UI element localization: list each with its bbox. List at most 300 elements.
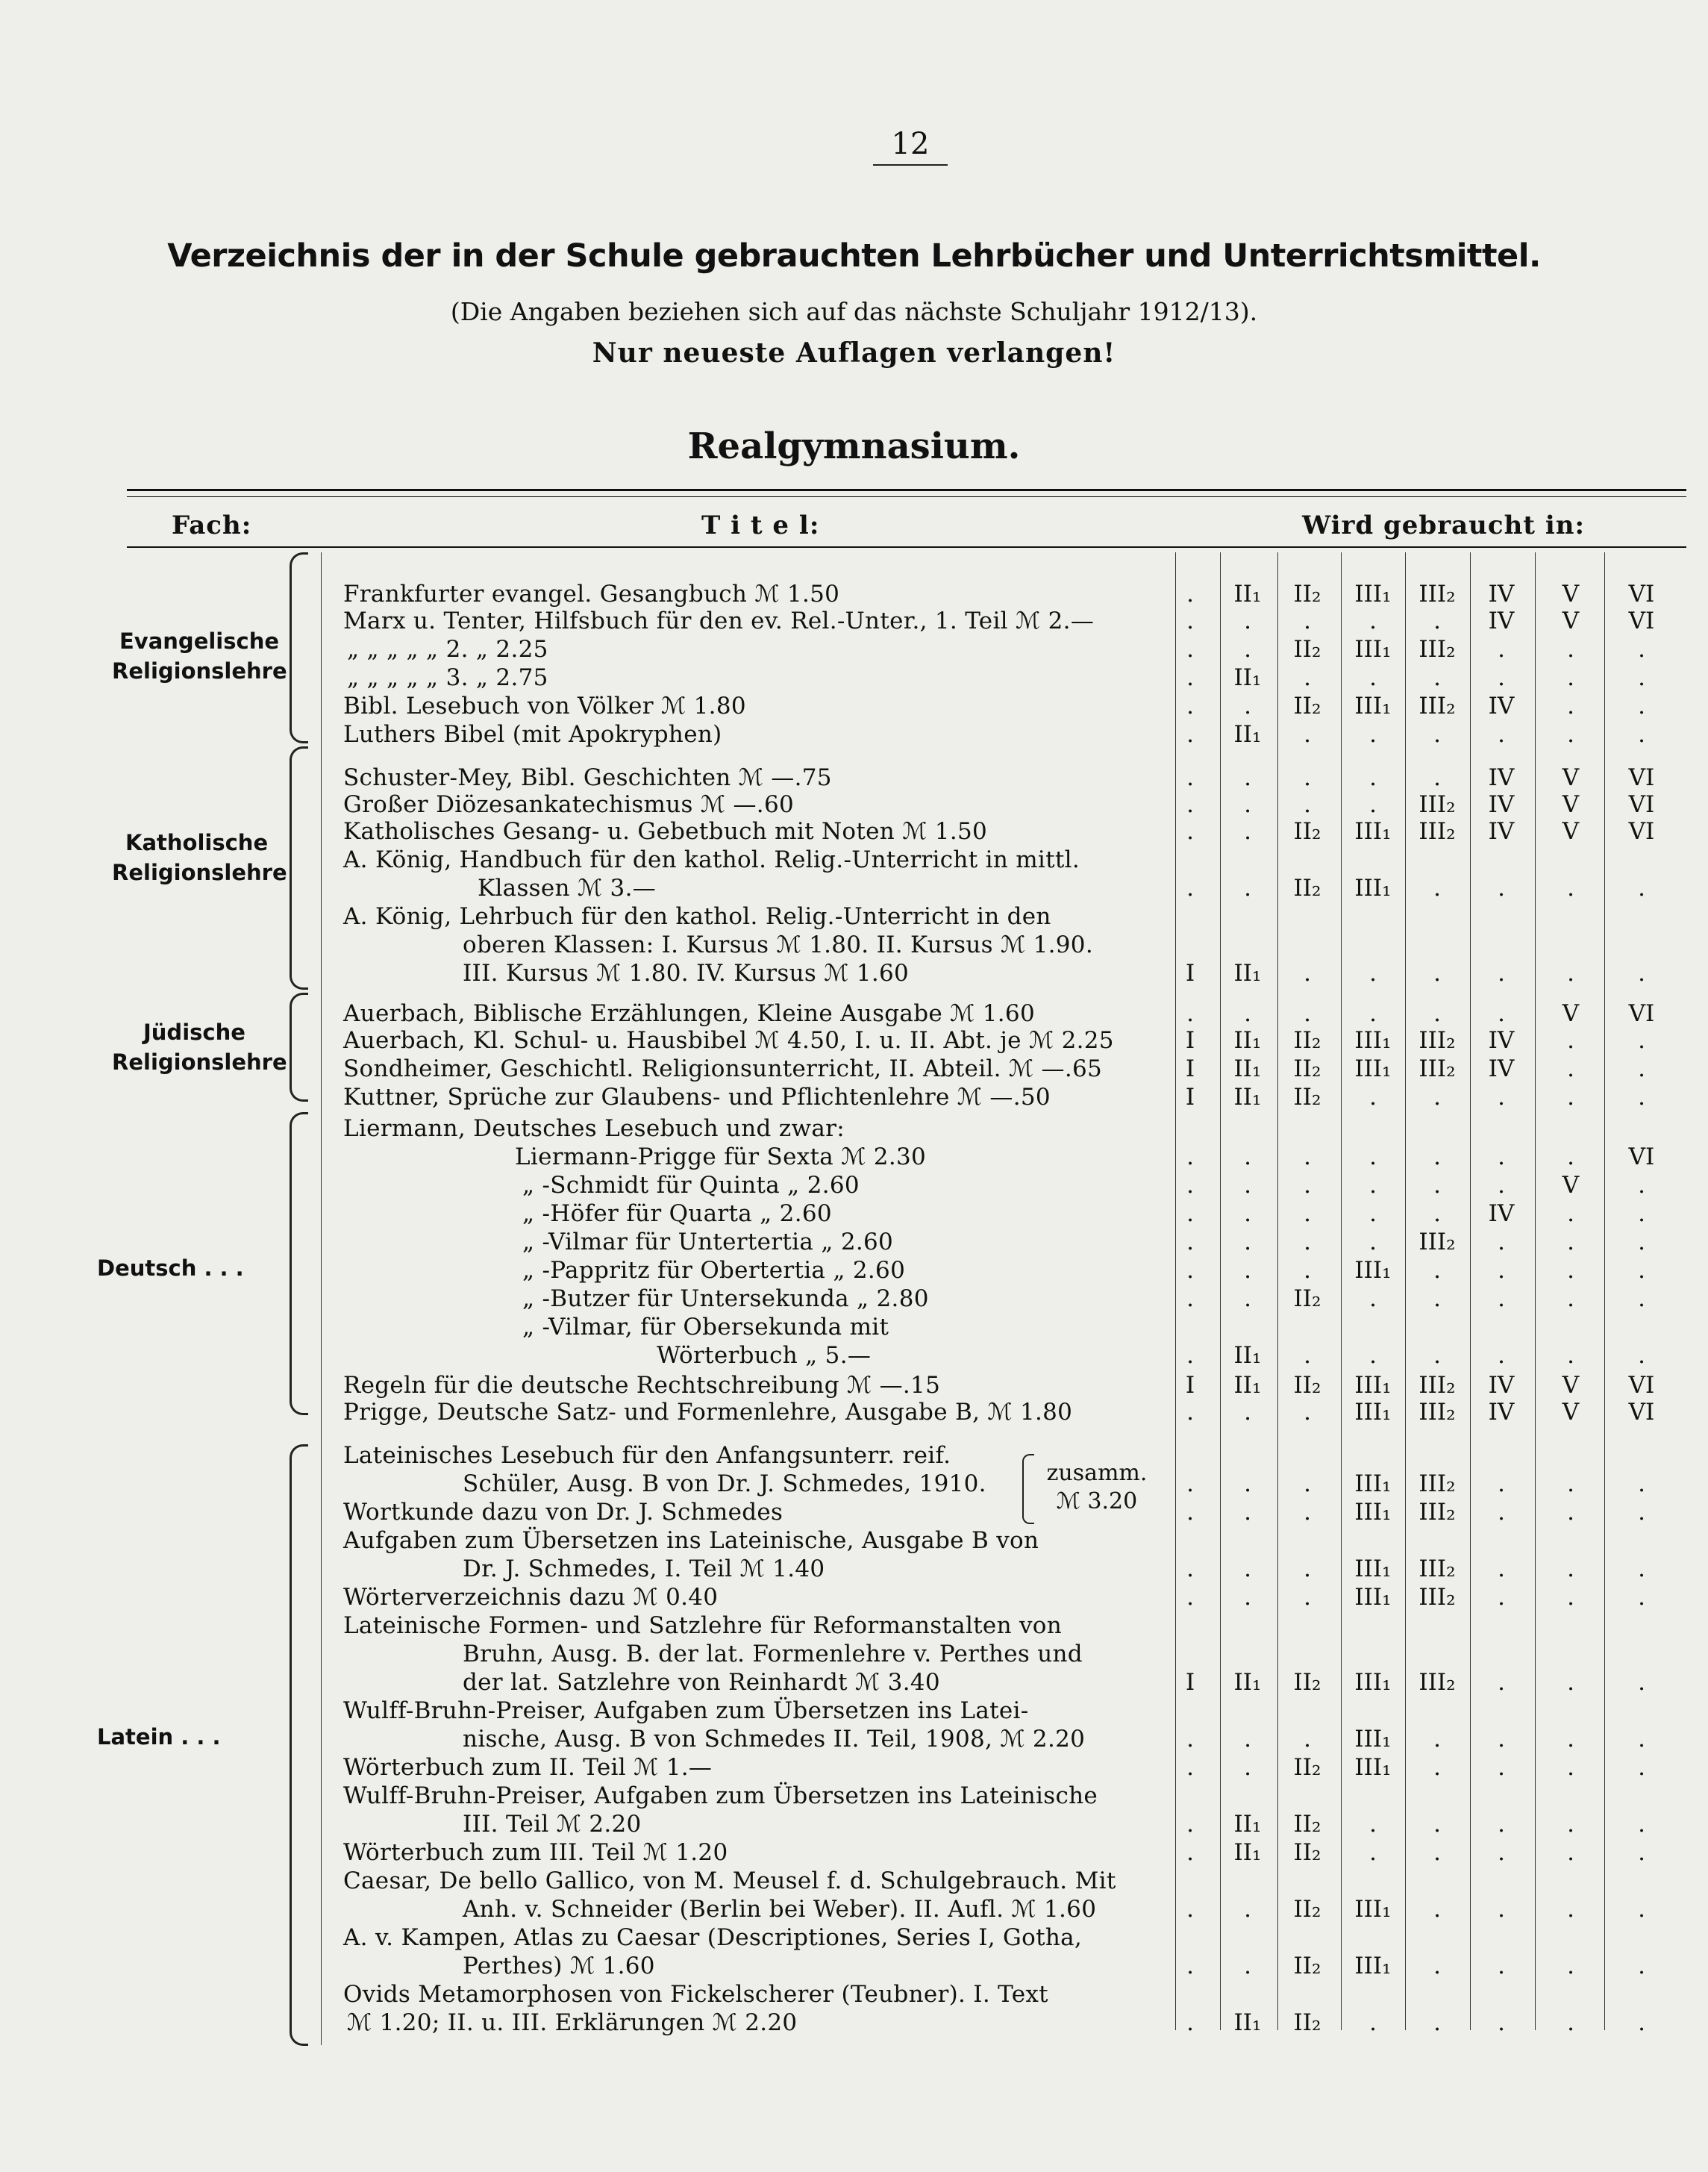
table-row bbox=[0, 2009, 1708, 2038]
empty-dot: . bbox=[1433, 1257, 1441, 1284]
book-title: „ -Vilmar für Untertertia „ 2.60 bbox=[522, 1229, 894, 1255]
empty-dot: . bbox=[1369, 664, 1377, 691]
book-title: Wörterbuch zum III. Teil ℳ 1.20 bbox=[343, 1839, 728, 1866]
table-row bbox=[0, 1027, 1708, 1055]
group-juedische-line1: Jüdische bbox=[143, 1020, 245, 1045]
class-cell: V bbox=[1562, 581, 1580, 608]
group-katholische-line2: Religionslehre bbox=[112, 860, 287, 885]
table-row bbox=[0, 1442, 1708, 1470]
empty-dot: . bbox=[1186, 1584, 1194, 1611]
class-cell: II₂ bbox=[1293, 1811, 1321, 1838]
class-cell: II₁ bbox=[1233, 721, 1262, 748]
class-cell: III₂ bbox=[1418, 693, 1456, 720]
empty-dot: . bbox=[1244, 1285, 1251, 1312]
table-row bbox=[0, 1726, 1708, 1754]
book-title: Perthes) ℳ 1.60 bbox=[463, 1953, 655, 1979]
class-cell: II₂ bbox=[1293, 1027, 1321, 1054]
class-cell: VI bbox=[1628, 608, 1655, 634]
class-cell: III₁ bbox=[1354, 1470, 1392, 1497]
empty-dot: . bbox=[1369, 1172, 1377, 1199]
table-row bbox=[0, 1924, 1708, 1953]
book-title: Klassen ℳ 3.— bbox=[478, 875, 657, 902]
empty-dot: . bbox=[1186, 1896, 1194, 1923]
class-cell: III₁ bbox=[1354, 1584, 1392, 1611]
empty-dot: . bbox=[1244, 1229, 1251, 1255]
empty-dot: . bbox=[1304, 960, 1311, 987]
class-cell: III₂ bbox=[1418, 1499, 1456, 1526]
table-row bbox=[0, 1143, 1708, 1172]
empty-dot: . bbox=[1498, 1555, 1505, 1582]
empty-dot: . bbox=[1638, 1342, 1645, 1369]
book-title: Dr. J. Schmedes, I. Teil ℳ 1.40 bbox=[463, 1555, 825, 1582]
empty-dot: . bbox=[1304, 1399, 1311, 1426]
table-row bbox=[0, 664, 1708, 693]
empty-dot: . bbox=[1369, 1342, 1377, 1369]
empty-dot: . bbox=[1186, 581, 1194, 608]
empty-dot: . bbox=[1304, 1229, 1311, 1255]
empty-dot: . bbox=[1244, 1143, 1251, 1170]
class-cell: II₂ bbox=[1293, 2009, 1321, 2036]
table-row bbox=[0, 608, 1708, 636]
empty-dot: . bbox=[1244, 1172, 1251, 1199]
class-cell: II₁ bbox=[1233, 960, 1262, 987]
class-cell: III₁ bbox=[1354, 581, 1392, 608]
table-row bbox=[0, 1470, 1708, 1499]
empty-dot: . bbox=[1369, 1229, 1377, 1255]
class-cell: III₁ bbox=[1354, 818, 1392, 845]
empty-dot: . bbox=[1567, 1555, 1574, 1582]
table-row bbox=[0, 1669, 1708, 1697]
class-cell: IV bbox=[1488, 608, 1515, 634]
empty-dot: . bbox=[1186, 1399, 1194, 1426]
class-cell: II₂ bbox=[1293, 1669, 1321, 1696]
class-cell: III₂ bbox=[1418, 1555, 1456, 1582]
class-cell: III₁ bbox=[1354, 875, 1392, 902]
book-title: A. König, Handbuch für den kathol. Relig.-Unterricht in mittl. bbox=[343, 846, 1080, 873]
empty-dot: . bbox=[1567, 1200, 1574, 1227]
empty-dot: . bbox=[1244, 818, 1251, 845]
class-cell: III₁ bbox=[1354, 636, 1392, 663]
empty-dot: . bbox=[1186, 1726, 1194, 1753]
empty-dot: . bbox=[1567, 693, 1574, 720]
empty-dot: . bbox=[1186, 1754, 1194, 1781]
empty-dot: . bbox=[1304, 1257, 1311, 1284]
table-row bbox=[0, 764, 1708, 793]
empty-dot: . bbox=[1433, 2009, 1441, 2036]
empty-dot: . bbox=[1567, 1027, 1574, 1054]
empty-dot: . bbox=[1369, 764, 1377, 791]
empty-dot: . bbox=[1567, 1499, 1574, 1526]
empty-dot: . bbox=[1186, 1470, 1194, 1497]
class-cell: II₂ bbox=[1293, 1896, 1321, 1923]
book-title: Liermann-Prigge für Sexta ℳ 2.30 bbox=[515, 1143, 927, 1170]
class-cell: III₂ bbox=[1418, 1669, 1456, 1696]
book-title: ℳ 1.20; II. u. III. Erklärungen ℳ 2.20 bbox=[347, 2009, 798, 2036]
empty-dot: . bbox=[1186, 1143, 1194, 1170]
empty-dot: . bbox=[1186, 693, 1194, 720]
table-top-rule bbox=[127, 489, 1686, 491]
table-row bbox=[0, 1981, 1708, 2009]
empty-dot: . bbox=[1369, 1084, 1377, 1111]
class-cell: V bbox=[1562, 608, 1580, 634]
empty-dot: . bbox=[1638, 1229, 1645, 1255]
class-cell: III₂ bbox=[1418, 581, 1456, 608]
empty-dot: . bbox=[1369, 791, 1377, 818]
class-cell: II₂ bbox=[1293, 875, 1321, 902]
empty-dot: . bbox=[1638, 1055, 1645, 1082]
class-cell: III₁ bbox=[1354, 693, 1392, 720]
empty-dot: . bbox=[1244, 1399, 1251, 1426]
class-cell: III₁ bbox=[1354, 1257, 1392, 1284]
book-title: Regeln für die deutsche Rechtschreibung ℳ —.15 bbox=[343, 1372, 941, 1399]
empty-dot: . bbox=[1433, 1285, 1441, 1312]
table-row bbox=[0, 1584, 1708, 1612]
empty-dot: . bbox=[1433, 1172, 1441, 1199]
class-cell: II₁ bbox=[1233, 1839, 1262, 1866]
empty-dot: . bbox=[1186, 1172, 1194, 1199]
empty-dot: . bbox=[1567, 1896, 1574, 1923]
document-title: Verzeichnis der in der Schule gebrauchten Lehrbücher und Unterrichtsmittel. bbox=[167, 237, 1541, 275]
empty-dot: . bbox=[1567, 1953, 1574, 1979]
table-row bbox=[0, 1257, 1708, 1285]
class-cell: IV bbox=[1488, 693, 1515, 720]
table-row bbox=[0, 693, 1708, 721]
class-cell: II₁ bbox=[1233, 1669, 1262, 1696]
empty-dot: . bbox=[1498, 1000, 1505, 1027]
table-row bbox=[0, 960, 1708, 988]
class-cell: VI bbox=[1628, 818, 1655, 845]
empty-dot: . bbox=[1567, 1285, 1574, 1312]
empty-dot: . bbox=[1638, 1470, 1645, 1497]
empty-dot: . bbox=[1244, 1896, 1251, 1923]
empty-dot: . bbox=[1498, 1839, 1505, 1866]
book-title: Wörterbuch zum II. Teil ℳ 1.— bbox=[343, 1754, 713, 1781]
header-bottom-rule bbox=[127, 546, 1686, 548]
empty-dot: . bbox=[1498, 1584, 1505, 1611]
class-cell: IV bbox=[1488, 791, 1515, 818]
empty-dot: . bbox=[1498, 1669, 1505, 1696]
class-cell: III₂ bbox=[1418, 791, 1456, 818]
table-row bbox=[0, 1399, 1708, 1427]
class-cell: V bbox=[1562, 1000, 1580, 1027]
book-title: Lateinische Formen- und Satzlehre für Reformanstalten von bbox=[343, 1612, 1063, 1639]
table-row bbox=[0, 1612, 1708, 1641]
table-row bbox=[0, 818, 1708, 846]
empty-dot: . bbox=[1304, 1000, 1311, 1027]
empty-dot: . bbox=[1244, 1499, 1251, 1526]
book-title: Schuster-Mey, Bibl. Geschichten ℳ —.75 bbox=[343, 764, 832, 791]
empty-dot: . bbox=[1567, 1143, 1574, 1170]
class-cell: III₂ bbox=[1418, 1372, 1456, 1399]
empty-dot: . bbox=[1433, 1754, 1441, 1781]
table-row bbox=[0, 1697, 1708, 1726]
book-title: Caesar, De bello Gallico, von M. Meusel f. d. Schulgebrauch. Mit bbox=[343, 1867, 1116, 1894]
empty-dot: . bbox=[1498, 1285, 1505, 1312]
book-title: Bruhn, Ausg. B. der lat. Formenlehre v. Perthes und bbox=[463, 1641, 1083, 1667]
table-row bbox=[0, 1953, 1708, 1981]
table-row bbox=[0, 846, 1708, 875]
book-title: „ „ „ „ „ 3. „ 2.75 bbox=[347, 664, 548, 691]
empty-dot: . bbox=[1638, 1811, 1645, 1838]
class-cell: II₂ bbox=[1293, 581, 1321, 608]
table-row bbox=[0, 1527, 1708, 1555]
empty-dot: . bbox=[1186, 636, 1194, 663]
empty-dot: . bbox=[1186, 1953, 1194, 1979]
class-cell: VI bbox=[1628, 1000, 1655, 1027]
class-cell: II₂ bbox=[1293, 1839, 1321, 1866]
class-cell: III₁ bbox=[1354, 1754, 1392, 1781]
class-cell: III₁ bbox=[1354, 1027, 1392, 1054]
empty-dot: . bbox=[1638, 1172, 1645, 1199]
empty-dot: . bbox=[1433, 664, 1441, 691]
group-evangelische-line2: Religionslehre bbox=[112, 658, 287, 684]
table-row bbox=[0, 903, 1708, 931]
empty-dot: . bbox=[1567, 1754, 1574, 1781]
class-cell: II₁ bbox=[1233, 664, 1262, 691]
empty-dot: . bbox=[1638, 960, 1645, 987]
empty-dot: . bbox=[1244, 1470, 1251, 1497]
empty-dot: . bbox=[1186, 1285, 1194, 1312]
class-cell: III₁ bbox=[1354, 1669, 1392, 1696]
empty-dot: . bbox=[1186, 608, 1194, 634]
book-title: Prigge, Deutsche Satz- und Formenlehre, Ausgabe B, ℳ 1.80 bbox=[343, 1399, 1073, 1426]
class-cell: VI bbox=[1628, 1143, 1655, 1170]
class-cell: II₁ bbox=[1233, 1055, 1262, 1082]
class-cell: II₁ bbox=[1233, 1811, 1262, 1838]
class-cell: VI bbox=[1628, 1372, 1655, 1399]
empty-dot: . bbox=[1186, 1342, 1194, 1369]
class-cell: II₁ bbox=[1233, 1027, 1262, 1054]
empty-dot: . bbox=[1186, 875, 1194, 902]
group-deutsch: Deutsch . . . bbox=[97, 1255, 244, 1281]
book-title: Bibl. Lesebuch von Völker ℳ 1.80 bbox=[343, 693, 746, 720]
class-cell: V bbox=[1562, 1172, 1580, 1199]
class-cell: I bbox=[1185, 1372, 1195, 1399]
book-title: „ -Pappritz für Obertertia „ 2.60 bbox=[522, 1257, 906, 1284]
empty-dot: . bbox=[1567, 721, 1574, 748]
empty-dot: . bbox=[1304, 791, 1311, 818]
empty-dot: . bbox=[1498, 721, 1505, 748]
empty-dot: . bbox=[1498, 1172, 1505, 1199]
empty-dot: . bbox=[1369, 608, 1377, 634]
book-title: „ „ „ „ „ 2. „ 2.25 bbox=[347, 636, 548, 663]
book-title: Wortkunde dazu von Dr. J. Schmedes bbox=[343, 1499, 783, 1526]
empty-dot: . bbox=[1567, 1669, 1574, 1696]
class-cell: III₂ bbox=[1418, 1027, 1456, 1054]
empty-dot: . bbox=[1433, 1839, 1441, 1866]
class-cell: IV bbox=[1488, 1027, 1515, 1054]
empty-dot: . bbox=[1498, 1084, 1505, 1111]
empty-dot: . bbox=[1433, 721, 1441, 748]
table-row bbox=[0, 1641, 1708, 1669]
empty-dot: . bbox=[1498, 636, 1505, 663]
empty-dot: . bbox=[1498, 664, 1505, 691]
class-cell: III₂ bbox=[1418, 1470, 1456, 1497]
empty-dot: . bbox=[1244, 1584, 1251, 1611]
empty-dot: . bbox=[1567, 1257, 1574, 1284]
empty-dot: . bbox=[1638, 1285, 1645, 1312]
empty-dot: . bbox=[1304, 664, 1311, 691]
empty-dot: . bbox=[1638, 1726, 1645, 1753]
empty-dot: . bbox=[1186, 1811, 1194, 1838]
empty-dot: . bbox=[1186, 1200, 1194, 1227]
empty-dot: . bbox=[1567, 1811, 1574, 1838]
empty-dot: . bbox=[1304, 1584, 1311, 1611]
empty-dot: . bbox=[1638, 1257, 1645, 1284]
table-row bbox=[0, 721, 1708, 749]
class-cell: III₂ bbox=[1418, 1229, 1456, 1255]
table-row bbox=[0, 1867, 1708, 1896]
empty-dot: . bbox=[1244, 693, 1251, 720]
empty-dot: . bbox=[1498, 1257, 1505, 1284]
book-title: Schüler, Ausg. B von Dr. J. Schmedes, 1910. bbox=[463, 1470, 986, 1497]
table-row bbox=[0, 636, 1708, 664]
empty-dot: . bbox=[1567, 875, 1574, 902]
empty-dot: . bbox=[1304, 1470, 1311, 1497]
empty-dot: . bbox=[1567, 1084, 1574, 1111]
book-title: „ -Schmidt für Quinta „ 2.60 bbox=[522, 1172, 860, 1199]
empty-dot: . bbox=[1433, 875, 1441, 902]
table-top-rule-thin bbox=[127, 496, 1686, 497]
empty-dot: . bbox=[1638, 1754, 1645, 1781]
empty-dot: . bbox=[1567, 1839, 1574, 1866]
empty-dot: . bbox=[1638, 1839, 1645, 1866]
empty-dot: . bbox=[1638, 1896, 1645, 1923]
empty-dot: . bbox=[1186, 721, 1194, 748]
empty-dot: . bbox=[1638, 721, 1645, 748]
table-row bbox=[0, 1342, 1708, 1370]
book-title: Lateinisches Lesebuch für den Anfangsunterr. reif. bbox=[343, 1442, 951, 1469]
class-cell: III₂ bbox=[1418, 636, 1456, 663]
class-cell: I bbox=[1185, 1055, 1195, 1082]
empty-dot: . bbox=[1369, 1143, 1377, 1170]
book-title: Sondheimer, Geschichtl. Religionsunterricht, II. Abteil. ℳ —.65 bbox=[343, 1055, 1103, 1082]
empty-dot: . bbox=[1244, 1200, 1251, 1227]
empty-dot: . bbox=[1638, 1669, 1645, 1696]
empty-dot: . bbox=[1304, 1555, 1311, 1582]
table-row bbox=[0, 1754, 1708, 1782]
book-title: A. König, Lehrbuch für den kathol. Relig.-Unterricht in den bbox=[343, 903, 1051, 930]
empty-dot: . bbox=[1186, 2009, 1194, 2036]
class-cell: I bbox=[1185, 1084, 1195, 1111]
empty-dot: . bbox=[1638, 875, 1645, 902]
book-title: Frankfurter evangel. Gesangbuch ℳ 1.50 bbox=[343, 581, 840, 608]
empty-dot: . bbox=[1638, 1555, 1645, 1582]
class-cell: II₁ bbox=[1233, 581, 1262, 608]
class-cell: III₂ bbox=[1418, 1584, 1456, 1611]
empty-dot: . bbox=[1244, 875, 1251, 902]
empty-dot: . bbox=[1638, 1027, 1645, 1054]
empty-dot: . bbox=[1498, 1726, 1505, 1753]
empty-dot: . bbox=[1186, 1555, 1194, 1582]
empty-dot: . bbox=[1186, 1000, 1194, 1027]
table-row bbox=[0, 1839, 1708, 1867]
empty-dot: . bbox=[1498, 2009, 1505, 2036]
book-title: „ -Höfer für Quarta „ 2.60 bbox=[522, 1200, 832, 1227]
table-row bbox=[0, 1172, 1708, 1200]
empty-dot: . bbox=[1638, 664, 1645, 691]
book-title: Aufgaben zum Übersetzen ins Lateinische, Ausgabe B von bbox=[343, 1527, 1039, 1554]
class-cell: VI bbox=[1628, 1399, 1655, 1426]
table-row bbox=[0, 1811, 1708, 1839]
empty-dot: . bbox=[1186, 791, 1194, 818]
class-cell: II₁ bbox=[1233, 1372, 1262, 1399]
empty-dot: . bbox=[1304, 1143, 1311, 1170]
class-cell: III₂ bbox=[1418, 1399, 1456, 1426]
header-fach: Fach: bbox=[172, 511, 252, 540]
latein-side-note-2: ℳ 3.20 bbox=[1056, 1488, 1138, 1514]
book-title: der lat. Satzlehre von Reinhardt ℳ 3.40 bbox=[463, 1669, 940, 1696]
empty-dot: . bbox=[1186, 764, 1194, 791]
group-evangelische-line1: Evangelische bbox=[119, 628, 280, 654]
class-cell: II₁ bbox=[1233, 1342, 1262, 1369]
empty-dot: . bbox=[1567, 1229, 1574, 1255]
class-cell: III₁ bbox=[1354, 1896, 1392, 1923]
table-row bbox=[0, 581, 1708, 609]
empty-dot: . bbox=[1433, 960, 1441, 987]
book-title: Wörterverzeichnis dazu ℳ 0.40 bbox=[343, 1584, 719, 1611]
latein-side-note-1: zusamm. bbox=[1046, 1460, 1148, 1486]
page-number: 12 bbox=[873, 127, 948, 166]
empty-dot: . bbox=[1638, 693, 1645, 720]
empty-dot: . bbox=[1304, 1499, 1311, 1526]
table-row bbox=[0, 1000, 1708, 1029]
class-cell: III₂ bbox=[1418, 818, 1456, 845]
empty-dot: . bbox=[1369, 721, 1377, 748]
empty-dot: . bbox=[1244, 1754, 1251, 1781]
table-row bbox=[0, 1285, 1708, 1314]
empty-dot: . bbox=[1498, 875, 1505, 902]
book-title: Auerbach, Biblische Erzählungen, Kleine Ausgabe ℳ 1.60 bbox=[343, 1000, 1035, 1027]
empty-dot: . bbox=[1304, 1726, 1311, 1753]
empty-dot: . bbox=[1567, 1584, 1574, 1611]
class-cell: I bbox=[1185, 1027, 1195, 1054]
empty-dot: . bbox=[1244, 764, 1251, 791]
book-title: „ -Butzer für Untersekunda „ 2.80 bbox=[522, 1285, 929, 1312]
empty-dot: . bbox=[1304, 608, 1311, 634]
class-cell: III₁ bbox=[1354, 1372, 1392, 1399]
empty-dot: . bbox=[1244, 1000, 1251, 1027]
empty-dot: . bbox=[1433, 1200, 1441, 1227]
class-cell: IV bbox=[1488, 1399, 1515, 1426]
empty-dot: . bbox=[1567, 2009, 1574, 2036]
empty-dot: . bbox=[1433, 1342, 1441, 1369]
table-row bbox=[0, 1115, 1708, 1143]
table-row bbox=[0, 1314, 1708, 1342]
empty-dot: . bbox=[1498, 1754, 1505, 1781]
class-cell: II₁ bbox=[1233, 1084, 1262, 1111]
empty-dot: . bbox=[1244, 791, 1251, 818]
empty-dot: . bbox=[1433, 1953, 1441, 1979]
book-title: Anh. v. Schneider (Berlin bei Weber). II. Aufl. ℳ 1.60 bbox=[463, 1896, 1097, 1923]
class-cell: IV bbox=[1488, 581, 1515, 608]
empty-dot: . bbox=[1186, 1499, 1194, 1526]
class-cell: VI bbox=[1628, 791, 1655, 818]
header-wird-gebraucht: Wird gebraucht in: bbox=[1302, 511, 1586, 540]
empty-dot: . bbox=[1433, 608, 1441, 634]
class-cell: II₂ bbox=[1293, 636, 1321, 663]
class-cell: IV bbox=[1488, 764, 1515, 791]
empty-dot: . bbox=[1638, 1584, 1645, 1611]
book-title: Großer Diözesankatechismus ℳ —.60 bbox=[343, 791, 794, 818]
empty-dot: . bbox=[1498, 960, 1505, 987]
empty-dot: . bbox=[1433, 1726, 1441, 1753]
empty-dot: . bbox=[1244, 1555, 1251, 1582]
empty-dot: . bbox=[1567, 960, 1574, 987]
empty-dot: . bbox=[1186, 1257, 1194, 1284]
empty-dot: . bbox=[1369, 1811, 1377, 1838]
empty-dot: . bbox=[1369, 1200, 1377, 1227]
